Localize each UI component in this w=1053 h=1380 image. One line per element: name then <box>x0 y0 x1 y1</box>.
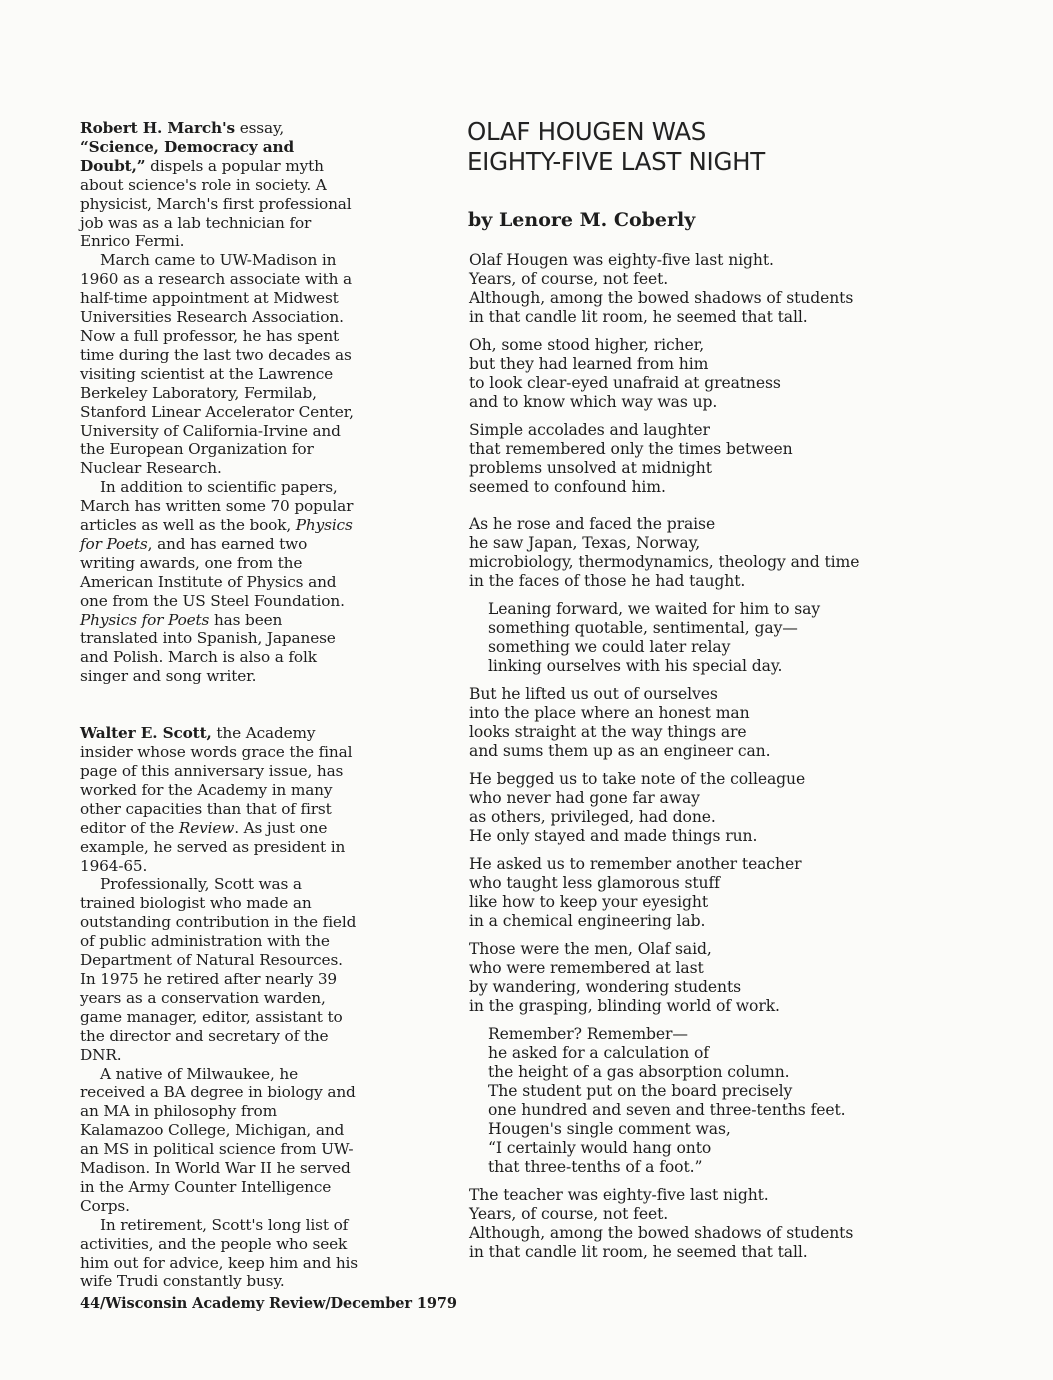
scott-bio-education: A native of Milwaukee, he received a BA degree in biology and an MA in philosophy from Kalamazoo College, Michigan, and an MS in political science from UW-Madison. In World War II he served in the Army Counter Intelligence Corps. <box>80 1064 356 1215</box>
review-title: Review <box>178 818 235 837</box>
poem-stanza <box>469 855 907 931</box>
poem-line: Hougen's single comment was, <box>488 1120 731 1138</box>
poem-stanza <box>469 940 907 1016</box>
poem-body <box>467 251 907 1262</box>
march-writing-text-2: , and has earned two writing awards, one from the American Institute of Physics and one from the US Steel Foundation. <box>80 534 345 610</box>
poem-line: Although, among the bowed shadows of students <box>469 289 854 307</box>
poem-line: “I certainly would hang onto <box>488 1139 712 1157</box>
scott-name: Walter E. Scott, <box>80 724 212 743</box>
poem-line: and sums them up as an engineer can. <box>469 742 771 760</box>
poem-title-line-2: EIGHTY-FIVE LAST NIGHT <box>467 146 765 176</box>
poem-line: problems unsolved at midnight <box>469 459 712 477</box>
poem-line: by wandering, wondering students <box>469 978 742 996</box>
poem-line: Remember? Remember— <box>488 1025 688 1043</box>
poem-stanza <box>488 600 907 676</box>
march-bio-writing <box>80 478 360 686</box>
poem-line: Years, of course, not feet. <box>469 270 669 288</box>
scott-bio-intro <box>80 724 360 875</box>
poem-line: Although, among the bowed shadows of students <box>469 1224 854 1242</box>
poem-line: But he lifted us out of ourselves <box>469 685 718 703</box>
poem-line: who never had gone far away <box>469 789 700 807</box>
poem-line: Simple accolades and laughter <box>469 421 710 439</box>
scott-intro-text-2: . As just one example, he served as president in 1964-65. <box>80 818 346 875</box>
poem-stanza <box>469 251 907 327</box>
march-writing-text: In addition to scientific papers, March has written some 70 popular articles as well as the book, <box>80 478 354 535</box>
poem-line: Those were the men, Olaf said, <box>469 940 712 958</box>
scott-bio-retirement: In retirement, Scott's long list of activities, and the people who seek him out for advice, keep him and his wife Trudi constantly busy. <box>80 1215 358 1291</box>
poem-line: He begged us to take note of the colleague <box>469 770 806 788</box>
poem-line: looks straight at the way things are <box>469 723 747 741</box>
poem-byline: by Lenore M. Coberly <box>468 209 696 231</box>
poem-title-line-1: OLAF HOUGEN WAS <box>467 117 707 146</box>
poem-stanza <box>488 1025 907 1177</box>
page-footer: 44/Wisconsin Academy Review/December 1979 <box>80 1295 457 1312</box>
poem-line: he asked for a calculation of <box>488 1044 709 1062</box>
poem-line: He only stayed and made things run. <box>469 827 758 845</box>
march-intro-text: essay, <box>234 119 285 137</box>
poem-line: into the place where an honest man <box>469 704 750 722</box>
poem-line: he saw Japan, Texas, Norway, <box>469 534 701 552</box>
march-essay-title: “Science, Democracy and Doubt,” <box>80 137 295 175</box>
march-bio-career: March came to UW-Madison in 1960 as a research associate with a half-time appointment at Midwest Universities Research Association. Now a full professor, he has spent time during the last two decades as visiting scientist at the Lawrence Berkeley Laboratory, Fermilab, Stanford Linear Accelerator Center, University of California-Irvine and the European Organization for Nuclear Research. <box>80 251 354 478</box>
book-title: Physics for Poets <box>80 516 353 553</box>
poem-line: but they had learned from him <box>469 355 709 373</box>
poem-line: that three-tenths of a foot.” <box>488 1158 703 1176</box>
poem-line: Olaf Hougen was eighty-five last night. <box>469 251 774 269</box>
scott-intro-text: the Academy insider whose words grace the final page of this anniversary issue, has worked for the Academy in many other capacities than that of first editor of the <box>80 724 353 837</box>
poem-line: seemed to confound him. <box>469 478 666 496</box>
poem-line: that remembered only the times between <box>469 440 793 458</box>
scott-bio-career: Professionally, Scott was a trained biologist who made an outstanding contribution in the field of public administration with the Department of Natural Resources. In 1975 he retired after nearly 39 years as a conservation warden, game manager, editor, assistant to the director and secretary of the DNR. <box>80 875 357 1064</box>
poem-line: The student put on the board precisely <box>488 1082 793 1100</box>
poem-line: in the faces of those he had taught. <box>469 572 746 590</box>
poem-line: Years, of course, not feet. <box>469 1205 669 1223</box>
poem-line: to look clear-eyed unafraid at greatness <box>469 374 781 392</box>
march-name: Robert H. March's <box>80 119 235 137</box>
poem-line: who taught less glamorous stuff <box>469 874 720 892</box>
poem-stanza <box>469 336 907 412</box>
poem-column <box>467 117 907 1271</box>
poem-line: as others, privileged, had done. <box>469 808 716 826</box>
poem-line: in the grasping, blinding world of work. <box>469 997 780 1015</box>
poem-line: the height of a gas absorption column. <box>488 1063 790 1081</box>
poem-stanza <box>469 770 907 846</box>
poem-line: something we could later relay <box>488 638 731 656</box>
poem-line: Leaning forward, we waited for him to say <box>488 600 821 618</box>
poem-line: and to know which way was up. <box>469 393 718 411</box>
poem-line: Oh, some stood higher, richer, <box>469 336 705 354</box>
book-title-2: Physics for Poets <box>80 610 210 629</box>
poem-line: something quotable, sentimental, gay— <box>488 619 798 637</box>
poem-stanza <box>469 1186 907 1262</box>
march-intro-text-2: dispels a popular myth about science's role in society. A physicist, March's first professional job was as a lab technician for Enrico Fermi. <box>80 156 352 251</box>
poem-line: He asked us to remember another teacher <box>469 855 802 873</box>
poem-line: microbiology, thermodynamics, theology and time <box>469 553 860 571</box>
poem-stanza <box>469 515 907 591</box>
poem-line: like how to keep your eyesight <box>469 893 709 911</box>
poem-line: As he rose and faced the praise <box>469 515 716 533</box>
poem-line: one hundred and seven and three-tenths feet. <box>488 1101 846 1119</box>
poem-stanza <box>469 685 907 761</box>
march-bio-intro <box>80 119 360 251</box>
poem-line: in that candle lit room, he seemed that tall. <box>469 308 808 326</box>
poem-line: linking ourselves with his special day. <box>488 657 783 675</box>
poem-line: in a chemical engineering lab. <box>469 912 706 930</box>
poem-stanza <box>469 421 907 497</box>
poem-title <box>467 117 907 176</box>
march-writing-text-3: has been translated into Spanish, Japanese and Polish. March is also a folk singer and song writer. <box>80 610 336 686</box>
poem-line: The teacher was eighty-five last night. <box>469 1186 769 1204</box>
poem-line: in that candle lit room, he seemed that tall. <box>469 1243 808 1261</box>
contributors-column <box>80 119 360 1291</box>
poem-line: who were remembered at last <box>469 959 704 977</box>
